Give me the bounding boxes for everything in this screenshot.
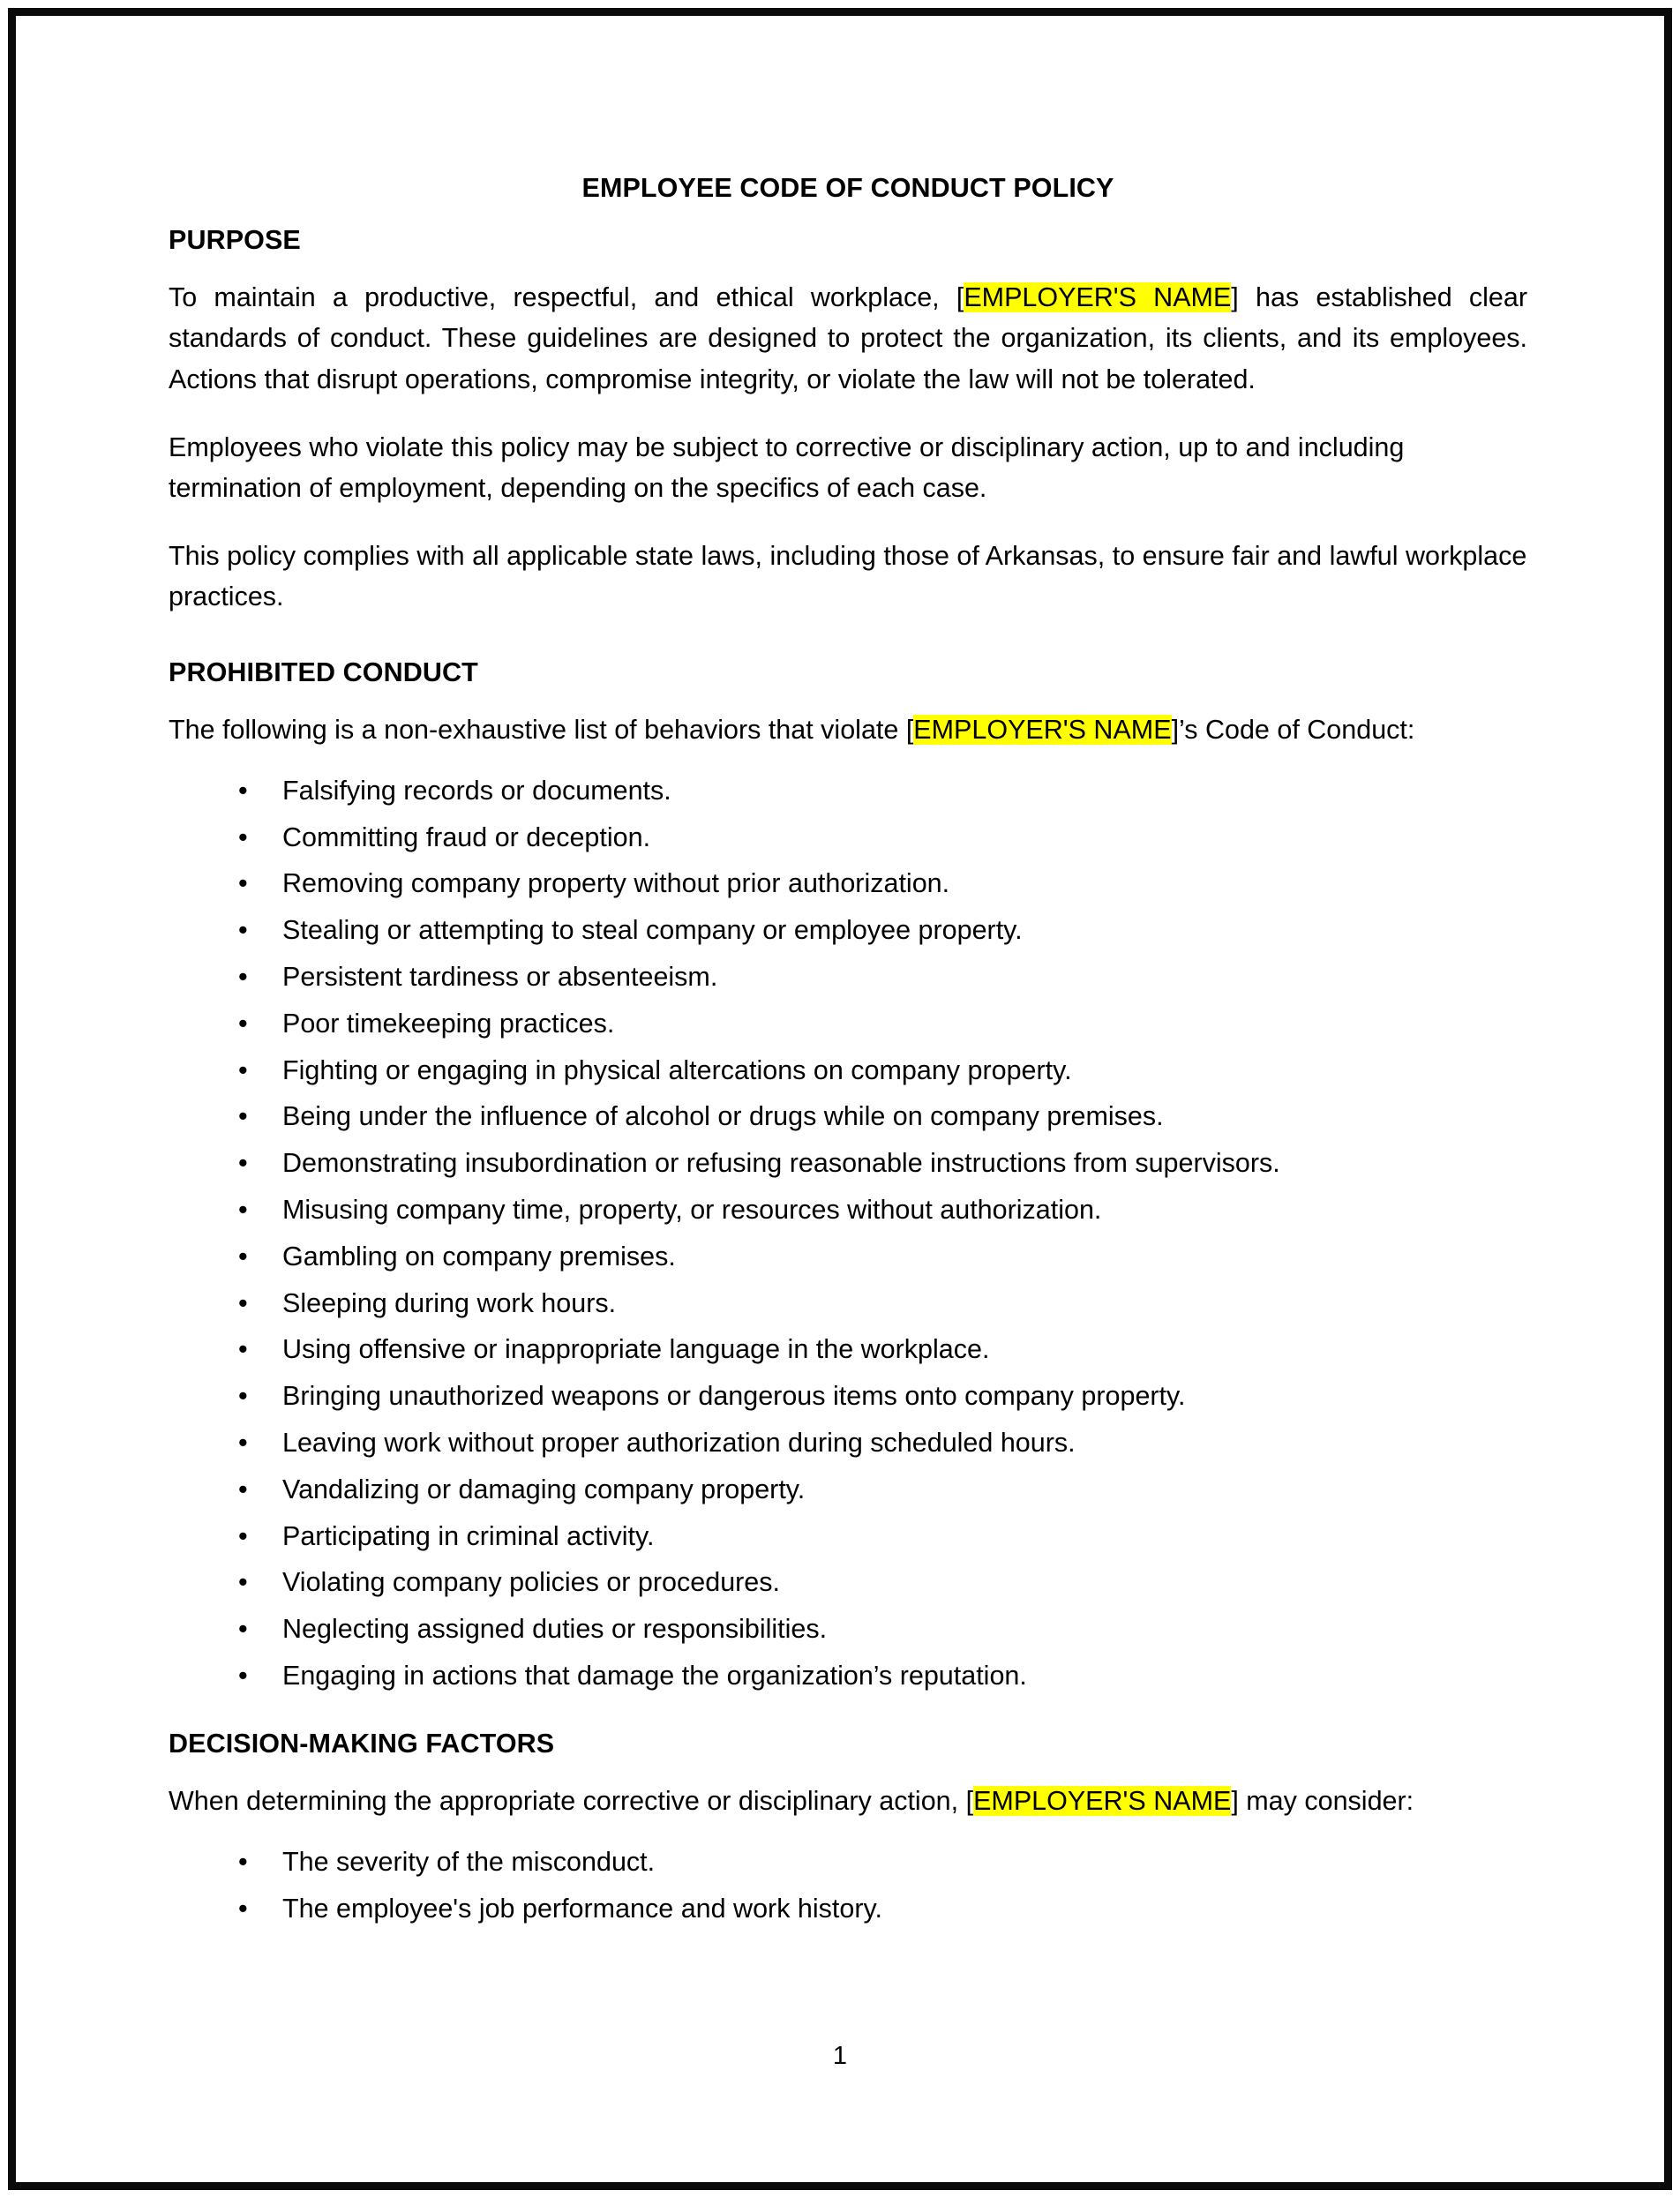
purpose-paragraph-1 [169,277,1527,400]
page-title: EMPLOYEE CODE OF CONDUCT POLICY [581,173,1114,203]
list-item-label: Participating in criminal activity. [282,1520,655,1551]
list-item [169,1569,1527,1596]
list-item [169,1010,1527,1038]
list-item [169,1383,1527,1410]
list-item-label: Bringing unauthorized weapons or dangerous items onto company property. [282,1381,1186,1412]
decision-factors-intro-after: ] may consider: [1231,1786,1414,1817]
list-item [169,1287,1527,1318]
list-item-label: Neglecting assigned duties or responsibilities. [282,1614,828,1645]
list-item-label: Engaging in actions that damage the organization’s reputation. [282,1661,1027,1692]
bullet-dot-icon: • [238,1287,248,1318]
prohibited-conduct-intro-before: The following is a non-exhaustive list of behaviors that violate [ [169,715,914,746]
list-item [169,917,1527,944]
bullet-dot-icon: • [238,1381,248,1412]
bullet-dot-icon: • [238,1101,248,1132]
list-item [169,964,1527,991]
bullet-dot-icon: • [238,1846,248,1877]
bullet-dot-icon: • [238,821,248,852]
list-item [169,1429,1527,1457]
bullet-dot-icon: • [238,868,248,899]
bullet-dot-icon: • [238,1661,248,1692]
purpose-paragraph-1-text-after: ] has established clear standards of conduct. These guidelines are designed to protect the organization, its clients, and its employees. Actions that disrupt operations, compromise integrity, or violate the law will not be tolerated. [169,282,1527,394]
bullet-dot-icon: • [238,962,248,993]
list-item-label: Sleeping during work hours. [282,1287,617,1318]
employer-name-placeholder-highlight: EMPLOYER'S NAME [973,1786,1232,1817]
bullet-dot-icon: • [238,1520,248,1551]
list-item [169,1520,1527,1551]
section-heading-purpose: PURPOSE [169,224,301,255]
list-item [169,1103,1527,1130]
list-item [169,1336,1527,1363]
list-item [169,1243,1527,1271]
purpose-paragraph-3: This policy complies with all applicable state laws, including those of Arkansas, to ensure fair and lawful workplace practices. [169,540,1527,612]
bullet-dot-icon: • [238,775,248,806]
list-item-label: Vandalizing or damaging company property. [282,1474,806,1504]
bullet-dot-icon: • [238,1428,248,1459]
bullet-dot-icon: • [238,1334,248,1365]
list-item-label: Persistent tardiness or absenteeism. [282,962,718,993]
bullet-dot-icon: • [238,1474,248,1504]
list-item-label: The employee's job performance and work history. [282,1893,882,1924]
list-item-label: Violating company policies or procedures. [282,1567,780,1598]
purpose-paragraph-2: Employees who violate this policy may be subject to corrective or disciplinary action, up to and including termination of employment, depending on the specifics of each case. [169,431,1405,503]
bullet-dot-icon: • [238,1893,248,1924]
list-item-label: Misusing company time, property, or resources without authorization. [282,1195,1102,1226]
list-item [169,821,1527,852]
decision-factors-intro-before: When determining the appropriate corrective or disciplinary action, [ [169,1786,974,1817]
list-item [169,1662,1527,1690]
list-item [169,1150,1527,1177]
list-item [169,777,1527,805]
list-item-label: Demonstrating insubordination or refusing reasonable instructions from supervisors. [282,1148,1280,1179]
list-item-label: Falsifying records or documents. [282,775,671,806]
list-item [169,1895,1527,1923]
list-item [169,1476,1527,1504]
decision-factors-intro [169,1781,1527,1821]
list-item-label: Committing fraud or deception. [282,821,651,852]
prohibited-conduct-intro [169,709,1527,750]
list-item [169,1197,1527,1224]
prohibited-conduct-list [169,777,1527,1690]
document-page [16,16,1664,2182]
purpose-paragraph-1-text-before: To maintain a productive, respectful, and ethical workplace, [ [169,282,964,312]
section-heading-decision-making-factors: DECISION-MAKING FACTORS [169,1728,555,1759]
list-item-label: The severity of the misconduct. [282,1846,656,1877]
employer-name-placeholder-highlight: EMPLOYER'S NAME [964,282,1232,312]
bullet-dot-icon: • [238,1241,248,1272]
list-item [169,870,1527,897]
bullet-dot-icon: • [238,1054,248,1085]
list-item [169,1616,1527,1643]
list-item [169,1054,1527,1085]
list-item-label: Removing company property without prior authorization. [282,868,950,899]
list-item-label: Leaving work without proper authorization during scheduled hours. [282,1428,1076,1459]
bullet-dot-icon: • [238,915,248,946]
bullet-dot-icon: • [238,1567,248,1598]
document-content [169,16,1527,1922]
prohibited-conduct-intro-after: ]’s Code of Conduct: [1171,715,1415,746]
list-item [169,1846,1527,1877]
bullet-dot-icon: • [238,1148,248,1179]
list-item-label: Stealing or attempting to steal company or employee property. [282,915,1023,946]
list-item-label: Gambling on company premises. [282,1241,676,1272]
bullet-dot-icon: • [238,1614,248,1645]
list-item-label: Poor timekeeping practices. [282,1008,615,1039]
list-item-label: Using offensive or inappropriate language in the workplace. [282,1334,990,1365]
document-page-border [8,8,1672,2190]
page-number: 1 [832,2042,848,2070]
bullet-dot-icon: • [238,1195,248,1226]
bullet-dot-icon: • [238,1008,248,1039]
section-heading-prohibited-conduct: PROHIBITED CONDUCT [169,656,478,687]
decision-factors-list [169,1846,1527,1924]
list-item-label: Fighting or engaging in physical altercations on company property. [282,1054,1072,1085]
employer-name-placeholder-highlight: EMPLOYER'S NAME [913,715,1172,746]
list-item-label: Being under the influence of alcohol or drugs while on company premises. [282,1101,1164,1132]
